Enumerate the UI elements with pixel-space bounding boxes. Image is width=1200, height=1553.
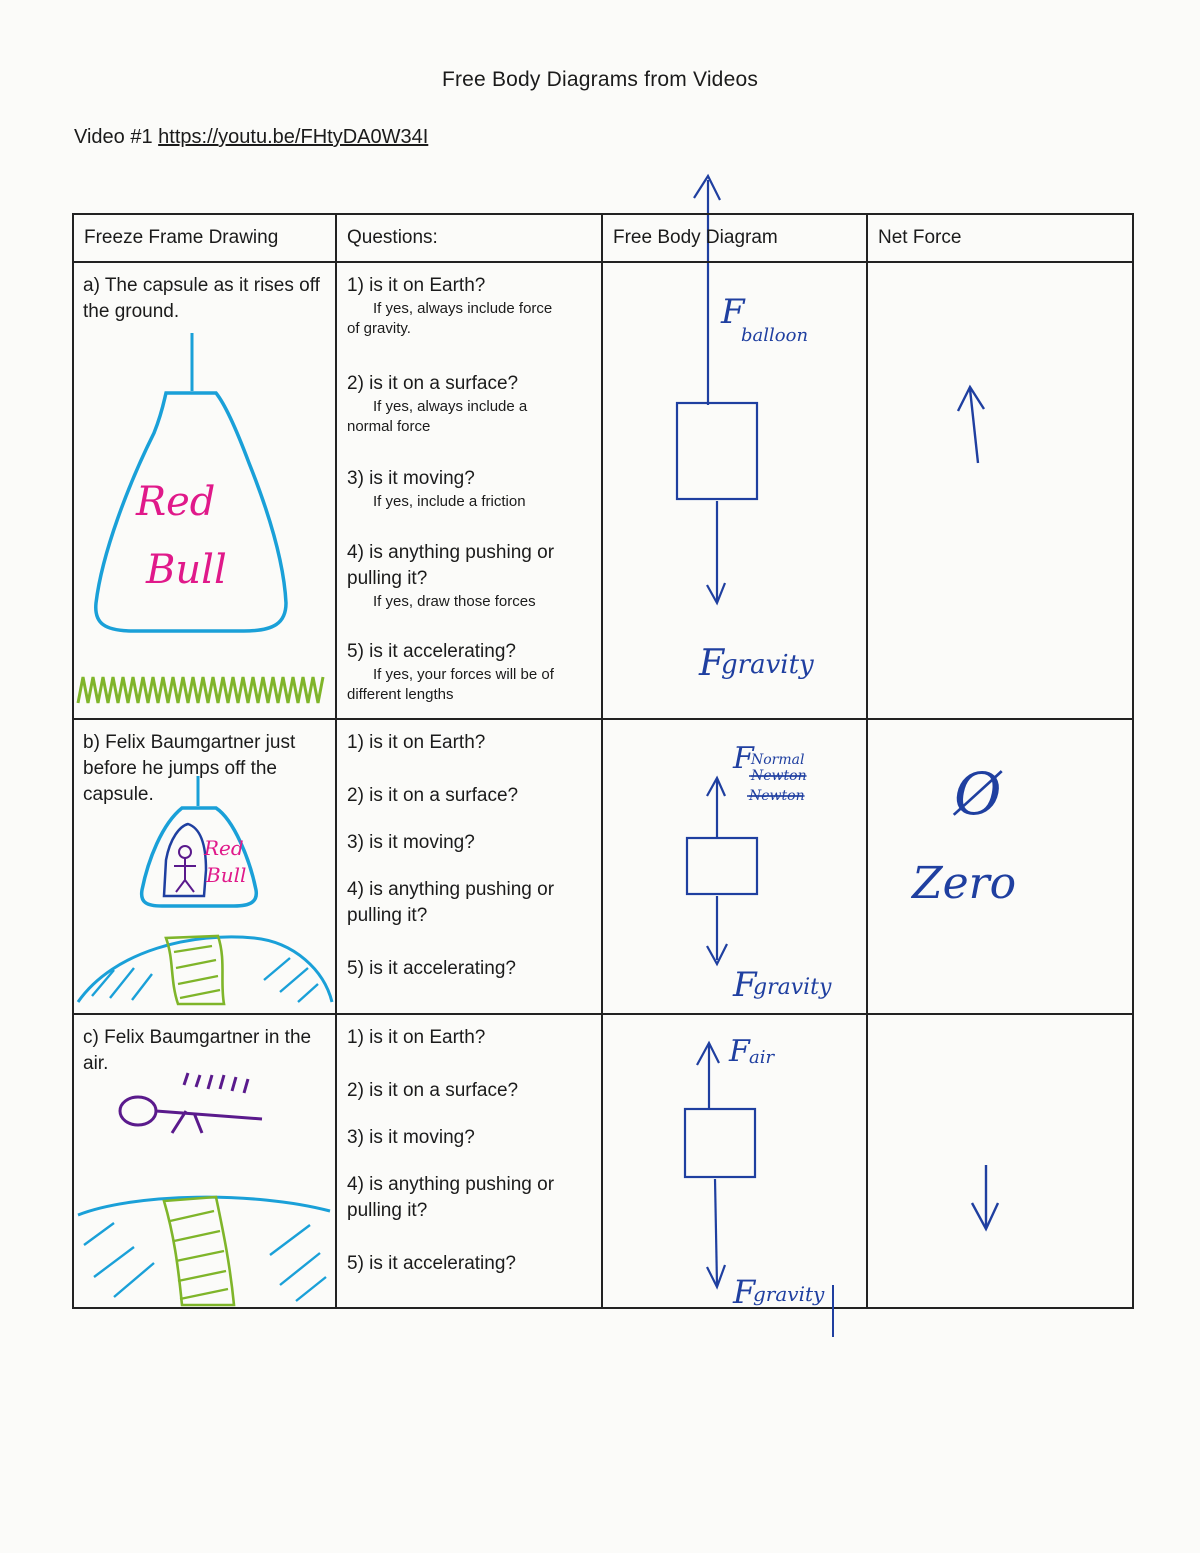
question-item: 5) is it accelerating? [347, 958, 516, 979]
fbd-cell [602, 1014, 867, 1311]
questions-cell [336, 1014, 602, 1308]
video-line [74, 126, 428, 149]
question-item: 1) is it on Earth? If yes, always include force of gravity. [347, 275, 553, 337]
question-item: 2) is it on a surface? [347, 785, 519, 806]
fbd-box [685, 1109, 755, 1177]
fbd-sub-balloon: balloon [741, 325, 809, 346]
capsule-text-red: Red [204, 836, 244, 860]
fbd-box [677, 403, 757, 499]
fbd-air-gravity [603, 1015, 868, 1355]
net-force-zero-text: Zero [912, 858, 1017, 909]
fbd-label-balloon: F [721, 292, 745, 332]
question-item: 5) is it accelerating? [347, 1253, 516, 1274]
fbd-label-gravity: F [733, 965, 757, 1005]
question-item: 1) is it on Earth? [347, 1027, 486, 1048]
page-title: Free Body Diagrams from Videos [441, 68, 759, 91]
row-description: c) Felix Baumgartner in the air. [83, 1027, 312, 1074]
fbd-sub-air: air [749, 1047, 775, 1068]
net-force-cell [867, 262, 1133, 719]
question-item: 3) is it moving? [347, 1127, 475, 1148]
fbd-label-gravity: F [733, 1273, 756, 1311]
row-description: a) The capsule as it rises off the ground. [83, 275, 320, 322]
fbd-crossed-newton-1: Newton [751, 768, 807, 784]
net-force-up-arrow-icon [868, 263, 1134, 718]
net-force-cell [867, 1014, 1133, 1308]
table-row [73, 1014, 1133, 1308]
header-questions: Questions: [336, 214, 602, 262]
net-force-cell [867, 719, 1133, 1014]
capsule-text-bull: Bull [146, 547, 227, 593]
fbd-cell [602, 719, 867, 1014]
net-force-down-arrow-icon [868, 1015, 1134, 1307]
capsule-text-red: Red [136, 479, 216, 525]
row-description: b) Felix Baumgartner just before he jumps off the capsule. [83, 732, 296, 805]
capsule-rising-drawing [74, 263, 337, 718]
fbd-label-normal: F [733, 741, 754, 776]
felix-capsule-drawing [74, 720, 337, 1013]
fbd-crossed-newton-2: Newton [749, 788, 805, 804]
question-item: 2) is it on a surface? [347, 1080, 519, 1101]
questions-cell [336, 262, 602, 719]
net-force-zero-drawing [868, 720, 1134, 1013]
freeze-frame-cell [73, 1014, 336, 1308]
header-net-force: Net Force [867, 214, 1133, 262]
grass-drawing [78, 677, 323, 703]
question-item: 3) is it moving? If yes, include a friction [347, 468, 526, 510]
fbd-balloon-gravity [603, 263, 868, 718]
fbd-cell [602, 262, 867, 719]
header-row [73, 214, 1133, 262]
question-item: 4) is anything pushing or pulling it? [347, 879, 555, 926]
freeze-frame-cell [73, 719, 336, 1014]
question-item: 1) is it on Earth? [347, 732, 486, 753]
fbd-sub-gravity: gravity [753, 975, 832, 1000]
question-item: 5) is it accelerating? If yes, your forces will be of different lengths [347, 641, 554, 703]
fbd-sub-gravity: gravity [721, 650, 814, 680]
fbd-label-air: F [729, 1034, 750, 1069]
fbd-box [687, 838, 757, 894]
fbd-normal-gravity [603, 720, 868, 1013]
video-link[interactable]: https://youtu.be/FHtyDA0W34I [158, 126, 429, 148]
fbd-sub-normal: Normal [751, 752, 805, 768]
question-item: 3) is it moving? [347, 832, 475, 853]
header-freeze-frame: Freeze Frame Drawing [73, 214, 336, 262]
table-row [73, 719, 1133, 1014]
question-item: 4) is anything pushing or pulling it? If yes, draw those forces [347, 542, 555, 610]
freeze-frame-cell [73, 262, 336, 719]
capsule-text-bull: Bull [206, 863, 247, 887]
video-label: Video #1 [74, 126, 153, 148]
worksheet-table [72, 213, 1134, 1309]
felix-falling-drawing [74, 1015, 337, 1307]
questions-cell [336, 719, 602, 1014]
table-row [73, 262, 1133, 719]
header-fbd: Free Body Diagram [602, 214, 867, 262]
question-item: 4) is anything pushing or pulling it? [347, 1174, 555, 1221]
question-item: 2) is it on a surface? If yes, always include a normal force [347, 373, 528, 435]
fbd-sub-gravity: gravity [753, 1282, 825, 1306]
fbd-label-gravity: F [699, 643, 724, 684]
net-force-zero-symbol: Ø [954, 760, 1002, 828]
